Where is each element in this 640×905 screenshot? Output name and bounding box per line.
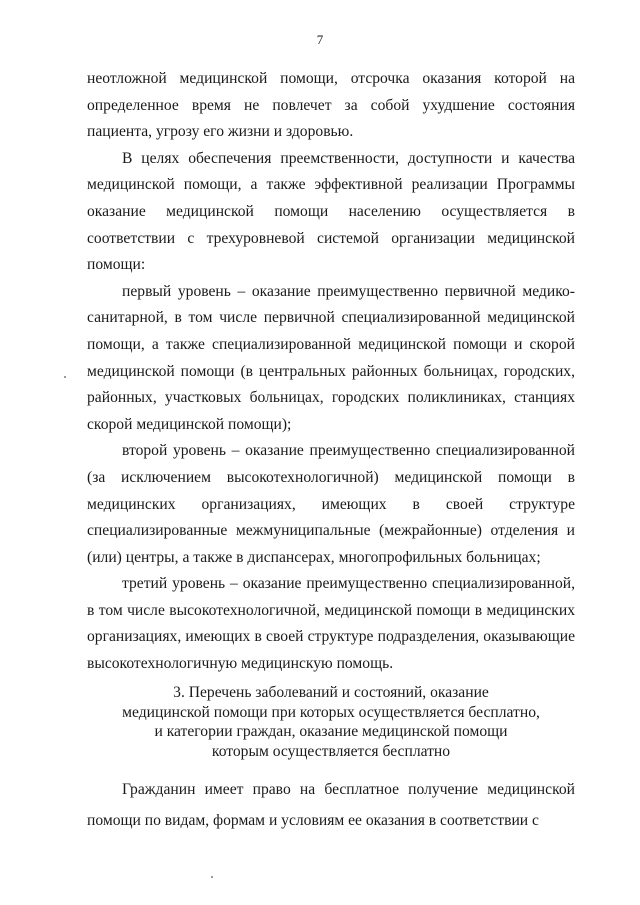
paragraph-second-level: второй уровень – оказание преимущественно специализированной (за исключением высокотехнологичной) медицинской помощи в медицинских организациях, имеющих в своей структуре специализированные межмуниципальные (межрайонные) отделения и (или) центры, а также в диспансерах, многопрофильных больницах; (87, 442, 575, 566)
closing-text (87, 774, 575, 836)
paragraph-third-level: третий уровень – оказание преимущественно специализированной, в том числе высокотехнологичной, медицинской помощи в медицинских организациях, имеющих в своей структуре подразделения, оказывающие высокотехнологичную медицинскую помощь. (87, 575, 575, 673)
page-number: 7 (316, 32, 324, 47)
paragraph-three-level-system: В целях обеспечения преемственности, доступности и качества медицинской помощи, а также эффективной реализации Программы оказание медицинской помощи населению осуществляется в соответствии с трехуровневой системой организации медицинской помощи: (87, 149, 575, 274)
section-heading-line: 3. Перечень заболеваний и состояний, оказание (173, 684, 489, 701)
section-heading-line: медицинской помощи при которых осуществляется бесплатно, (122, 703, 540, 721)
scan-speck (64, 376, 66, 378)
section-heading-line: и категории граждан, оказание медицинской помощи (154, 723, 508, 740)
section-heading (87, 683, 575, 761)
body-text (87, 66, 575, 678)
scan-speck (211, 876, 213, 878)
paragraph-urgent-care: неотложной медицинской помощи, отсрочка оказания которой на определенное время не повлечет за собой ухудшение состояния пациента, угрозу его жизни и здоровью. (87, 70, 575, 141)
paragraph-citizen-right: Гражданин имеет право на бесплатное получение медицинской помощи по видам, формам и условиям ее оказания в соответствии с (87, 781, 575, 829)
paragraph-first-level: первый уровень – оказание преимущественно первичной медико-санитарной, в том числе первичной специализированной медицинской помощи, а также специализированной медицинской помощи и скорой медицинской помощи (в центральных районных больницах, городских, районных, участковых больницах, городских поликлиниках, станциях скорой медицинской помощи); (87, 282, 575, 433)
section-heading-line: которым осуществляется бесплатно (211, 742, 451, 760)
